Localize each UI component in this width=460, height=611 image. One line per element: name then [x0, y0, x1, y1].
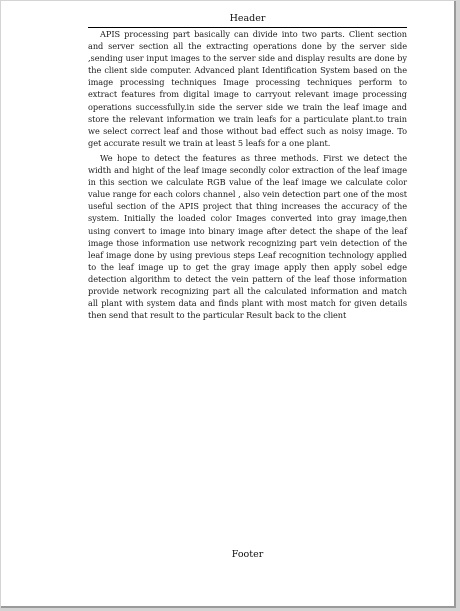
page-header: Header	[229, 13, 266, 24]
page-footer: Footer	[231, 549, 264, 560]
document-page	[1, 1, 456, 608]
body-text	[88, 28, 407, 321]
paragraph-1: APIS processing part basically can divide into two parts. Client section and server section all the extracting operations done by the server side ,sending user input images to the server side and display results are done by the client side computer. Advanced plant Identification System based on the image processing techniques Image processing techniques perform to extract features from digital image to carryout relevant image processing operations successfully.in side the server side we train the leaf image and store the relevant information we train leafs for a particulate plant.to train we select correct leaf and those without bad effect such as noisy image. To get accurate result we train at least 5 leafs for a one plant.	[88, 29, 407, 148]
paragraph-2: We hope to detect the features as three methods. First we detect the width and hight of the leaf image secondly color extraction of the leaf image in this section we calculate RGB value of the leaf image we calculate color value range for each colors channel , also vein detection part one of the most useful section of the APIS project that thing increases the accuracy of the system. Initially the loaded color Images converted into gray image,then using convert to image into binary image after detect the shape of the leaf image those information use network recognizing part vein detection of the leaf image done by using previous steps Leaf recognition technology applied to the leaf image up to get the gray image apply then apply sobel edge detection algorithm to detect the vein pattern of the leaf those information provide network recognizing part all the calculated information and match all plant with system data and finds plant with most match for given details then send that result to the particular Result back to the client	[88, 152, 407, 321]
